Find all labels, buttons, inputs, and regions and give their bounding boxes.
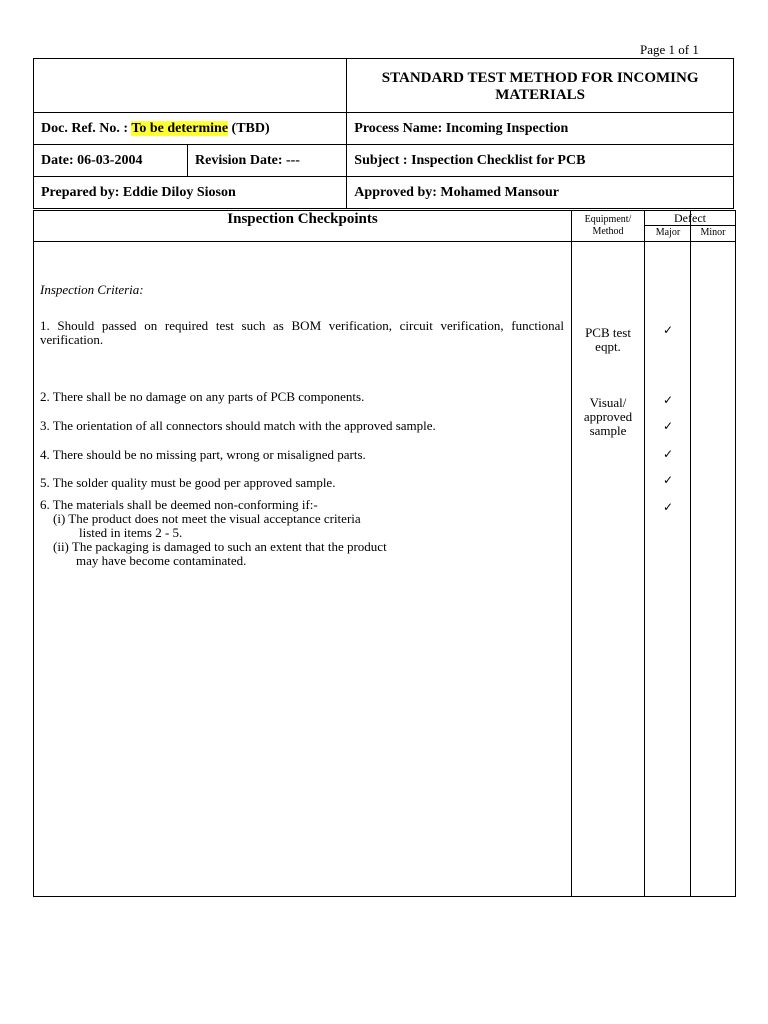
check-mark-icon: ✓ [662,393,674,407]
check-mark-icon: ✓ [662,447,674,461]
criteria-item-6-i-cont: listed in items 2 - 5. [79,525,183,540]
process-name: Process Name: Incoming Inspection [347,113,734,145]
doc-ref-suffix: (TBD) [231,120,270,136]
logo-cell [34,59,347,113]
divider [644,211,645,896]
check-mark-icon: ✓ [662,473,674,487]
prepared-by: Prepared by: Eddie Diloy Sioson [34,177,347,209]
criteria-item-5: 5. The solder quality must be good per approved sample. [40,475,336,490]
subject: Subject : Inspection Checklist for PCB [347,145,734,177]
column-header-minor: Minor [700,227,726,238]
date: Date: 06-03-2004 [34,145,188,177]
column-header-checkpoints: Inspection Checkpoints [227,211,378,227]
column-header-major: Major [655,227,681,238]
criteria-item-3: 3. The orientation of all connectors should match with the approved sample. [40,418,436,433]
approved-by: Approved by: Mohamed Mansour [347,177,734,209]
column-header-defect: Defect [674,211,706,225]
document-header-table [33,58,734,209]
criteria-item-1: 1. Should passed on required test such as BOM verification, circuit verification, functional verification. [40,318,564,347]
column-header-equipment: Equipment/ Method [584,214,632,237]
doc-ref-label: Doc. Ref. No. : [41,120,129,136]
method-pcb-test: PCB test eqpt. [585,325,631,354]
divider [34,241,735,242]
page-number: Page 1 of 1 [640,42,699,57]
check-mark-icon: ✓ [662,323,674,337]
doc-ref-cell [34,113,347,145]
check-mark-icon: ✓ [662,500,674,514]
check-mark-icon: ✓ [662,419,674,433]
criteria-item-6-i: (i) The product does not meet the visual acceptance criteria [53,511,361,526]
revision-date: Revision Date: --- [188,145,347,177]
criteria-item-6-ii-cont: may have become contaminated. [76,553,247,568]
doc-ref-value: To be determine [131,120,229,136]
document-title: STANDARD TEST METHOD FOR INCOMING MATERIALS [347,59,734,113]
criteria-item-6: 6. The materials shall be deemed non-conforming if:- [40,497,318,512]
criteria-label: Inspection Criteria: [40,282,144,297]
criteria-item-6-ii: (ii) The packaging is damaged to such an extent that the product [53,539,387,554]
checklist-table [33,210,736,897]
method-visual: Visual/ approved sample [583,395,633,438]
criteria-item-4: 4. There should be no missing part, wrong or misaligned parts. [40,447,366,462]
criteria-item-2: 2. There shall be no damage on any parts of PCB components. [40,389,365,404]
divider [690,211,691,896]
